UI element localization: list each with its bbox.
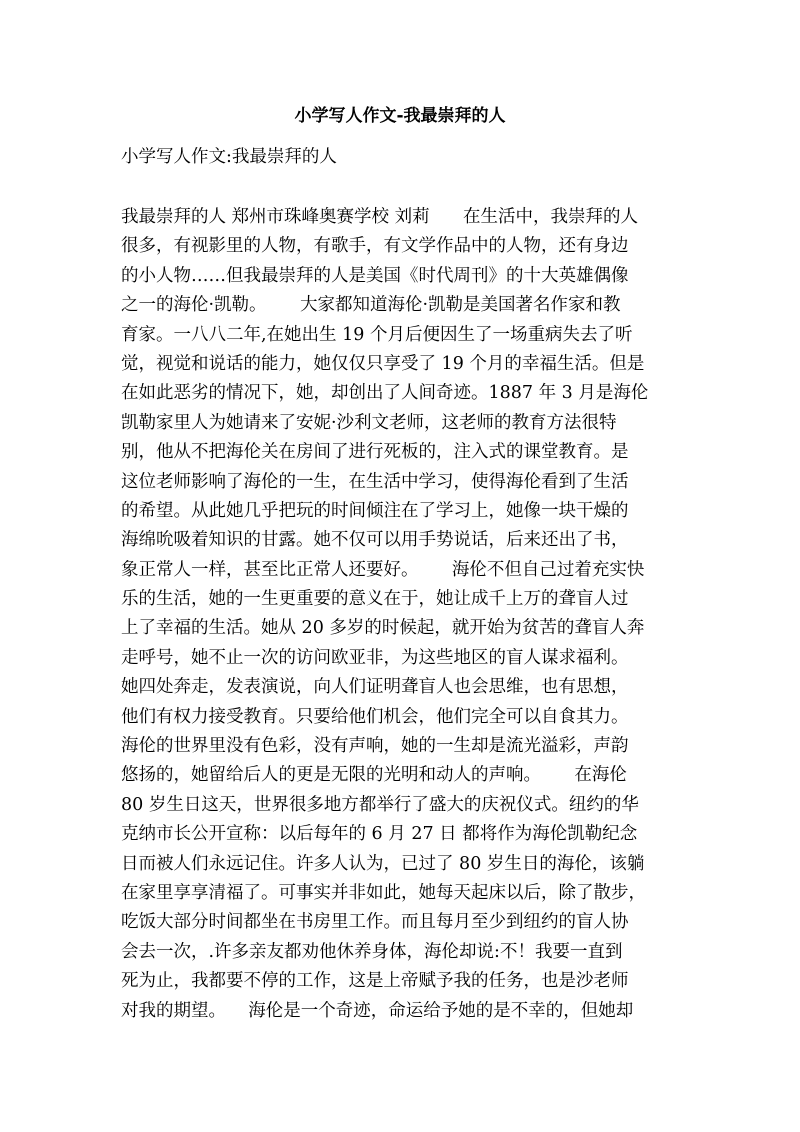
essay-line: 别，他从不把海伦关在房间了进行死板的，注入式的课堂教育。是 [121,442,629,463]
essay-line: 凯勒家里人为她请来了安妮·沙利文老师，这老师的教育方法很特 [121,412,617,433]
essay-line: 的希望。从此她几乎把玩的时间倾注在了学习上，她像一块干燥的 [121,500,629,521]
essay-line: 走呼号，她不止一次的访问欧亚非，为这些地区的盲人谋求福利。 [121,647,629,668]
essay-line: 很多，有视影里的人物，有歌手，有文学作品中的人物，还有身边 [121,236,629,257]
essay-line: 这位老师影响了海伦的一生，在生活中学习，使得海伦看到了生活 [121,471,629,492]
essay-line: 在家里享享清福了。可事实并非如此，她每天起床以后，除了散步， [121,882,646,903]
essay-line: 他们有权力接受教育。只要给他们机会，他们完全可以自食其力。 [121,706,629,727]
essay-body [121,203,681,1026]
essay-line: 80 岁生日这天，世界很多地方都举行了盛大的庆祝仪式。纽约的华 [121,794,639,815]
essay-line: 觉，视觉和说话的能力，她仅仅只享受了 19 个月的幸福生活。但是 [121,353,645,374]
document-subtitle: 小学写人作文:我最崇拜的人 [121,147,337,167]
document-title: 小学写人作文-我最崇拜的人 [294,106,506,126]
essay-line: 乐的生活，她的一生更重要的意义在于，她让成千上万的聋盲人过 [121,589,629,610]
essay-line: 海绵吮吸着知识的甘露。她不仅可以用手势说话，后来还出了书， [121,530,629,551]
essay-line: 日而被人们永远记住。许多人认为，已过了 80 岁生日的海伦，该躺 [121,853,645,874]
essay-line: 悠扬的，她留给后人的更是无限的光明和动人的声响。 在海伦 [121,765,627,786]
essay-line: 育家。一八八二年,在她出生 19 个月后便因生了一场重病失去了听 [121,324,633,345]
essay-line: 会去一次，.许多亲友都劝他休养身体，海伦却说:不！我要一直到 [121,941,623,962]
essay-line: 在如此恶劣的情况下，她，却创出了人间奇迹。1887 年 3 月是海伦 [121,383,649,404]
essay-line: 她四处奔走，发表演说，向人们证明聋盲人也会思维，也有思想， [121,677,629,698]
essay-line: 我最崇拜的人 郑州市珠峰奥赛学校 刘莉 在生活中，我崇拜的人 [121,207,638,227]
essay-line: 死为止，我都要不停的工作，这是上帝赋予我的任务，也是沙老师 [121,971,629,992]
essay-line: 对我的期望。 海伦是一个奇迹，命运给予她的是不幸的，但她却 [121,1000,634,1021]
essay-line: 上了幸福的生活。她从 20 多岁的时候起，就开始为贫苦的聋盲人奔 [121,618,645,639]
essay-line: 吃饭大部分时间都坐在书房里工作。而且每月至少到纽约的盲人协 [121,912,629,933]
essay-line: 克纳市长公开宣称：以后每年的 6 月 27 日 都将作为海伦凯勒纪念 [121,824,638,845]
essay-line: 之一的海伦·凯勒。 大家都知道海伦·凯勒是美国著名作家和教 [121,295,621,316]
essay-line: 的小人物……但我最崇拜的人是美国《时代周刊》的十大英雄偶像 [121,265,629,286]
essay-line: 海伦的世界里没有色彩，没有声响，她的一生却是流光溢彩，声韵 [121,736,629,757]
essay-line: 象正常人一样，甚至比正常人还要好。 海伦不但自己过着充实快 [121,559,645,580]
